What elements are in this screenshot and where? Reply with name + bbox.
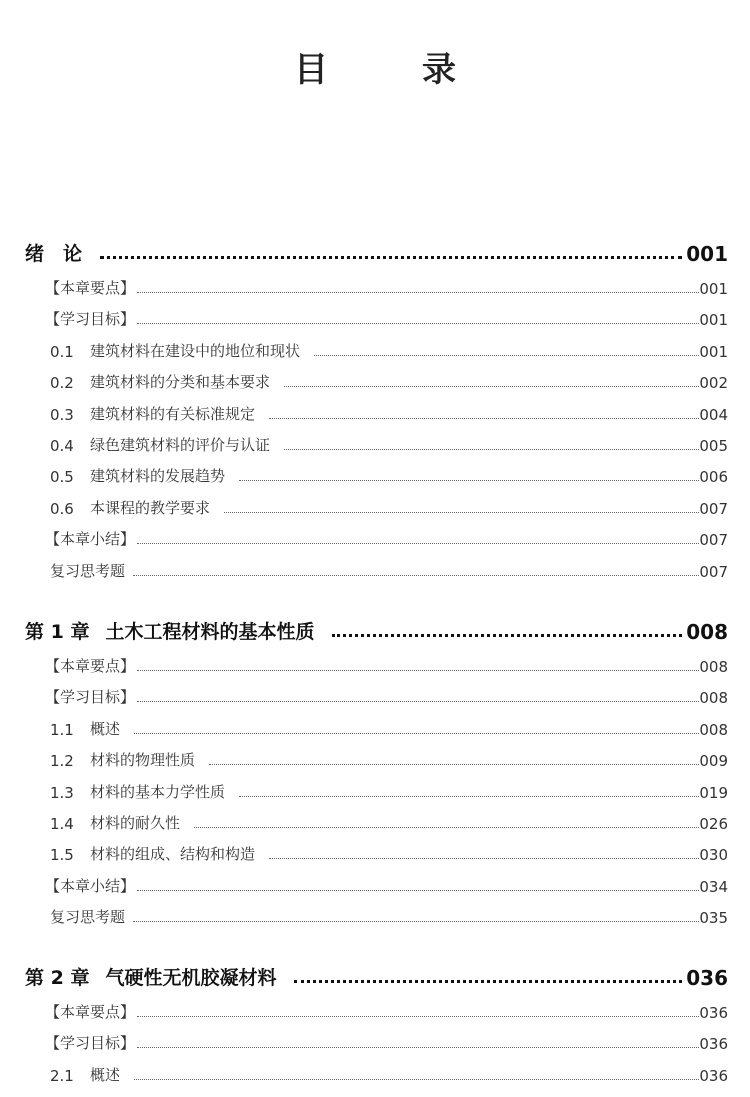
dot-leader [314,355,699,356]
entry-title: 材料的物理性质 [90,751,196,770]
entry-title: 概述 [90,719,121,738]
toc-entry-row[interactable] [0,362,750,392]
entry-label [50,781,225,802]
dot-leader [137,1047,699,1048]
toc-chapter-row[interactable] [0,614,750,644]
toc-entry-row[interactable] [0,677,750,707]
chapter-number: 绪 论 [25,243,83,265]
dot-leader [209,764,699,765]
dot-leader [134,1079,699,1080]
toc-entry-row[interactable] [0,866,750,896]
entry-title: 【本章要点】 [45,657,136,675]
dot-leader [332,634,682,637]
entry-title: 【学习目标】 [45,1034,136,1053]
dot-leader [224,512,699,513]
dot-leader [133,921,699,922]
entry-label [45,528,135,549]
entry-page-number: 005 [699,437,728,455]
entry-title: 【学习目标】 [45,310,136,329]
chapter-label [25,239,82,266]
entry-page-number: 019 [699,783,728,802]
toc-entry-row[interactable] [0,772,750,802]
toc-entry-row[interactable] [0,1023,750,1053]
entry-title: 【本章要点】 [45,279,136,297]
chapter-page-number: 001 [686,242,728,266]
entry-title: 材料的基本力学性质 [90,782,226,801]
entry-label [50,560,125,581]
entry-label [50,371,270,392]
page-title: 目 录 [294,50,486,90]
toc-entry-row[interactable] [0,425,750,455]
section-number: 1.1 [50,720,74,739]
entry-page-number: 007 [699,499,728,518]
entry-label [45,308,135,329]
entry-page-number: 030 [699,846,728,865]
entry-page-number: 006 [699,468,728,487]
entry-title: 概述 [90,1065,121,1084]
entry-label [50,843,255,864]
chapter-label [25,963,276,990]
entry-page-number: 008 [699,720,728,739]
entry-page-number: 036 [699,1035,728,1054]
section-number: 0.1 [50,342,74,361]
section-number: 2.1 [50,1066,74,1085]
toc-entry-row[interactable] [0,740,750,770]
dot-leader [284,449,699,450]
section-number: 0.5 [50,468,74,487]
toc-entry-row[interactable] [0,331,750,361]
toc-chapter-row[interactable] [0,236,750,266]
entry-page-number: 036 [699,1004,728,1022]
dot-leader [137,323,699,324]
entry-page-number: 035 [699,909,728,928]
chapter-page-number: 008 [686,620,728,644]
toc-entry-row[interactable] [0,488,750,518]
entry-page-number: 008 [699,658,728,676]
entry-title: 建筑材料的有关标准规定 [90,404,256,423]
toc-entry-row[interactable] [0,646,750,676]
toc-entry-row[interactable] [0,803,750,833]
dot-leader [137,543,699,544]
dot-leader [133,575,699,576]
entry-title: 【学习目标】 [45,688,136,707]
dot-leader [239,796,699,797]
chapter-label [25,617,314,644]
chapter-title: 气硬性无机胶凝材料 [105,967,277,989]
dot-leader [137,670,699,671]
entry-title: 材料的耐久性 [90,814,181,832]
dot-leader [137,890,699,891]
dot-leader [194,827,699,828]
entry-label [50,497,210,518]
section-number: 0.3 [50,405,74,424]
dot-leader [100,256,682,259]
toc-entry-row[interactable] [0,709,750,739]
entry-title: 复习思考题 [50,561,126,580]
entry-label [45,875,135,896]
entry-page-number: 036 [699,1066,728,1085]
entry-page-number: 004 [699,405,728,424]
entry-title: 【本章小结】 [45,530,136,549]
section-number: 0.2 [50,374,74,393]
toc-entry-row[interactable] [0,456,750,486]
entry-page-number: 007 [699,531,728,550]
dot-leader [137,292,699,293]
entry-label [50,812,180,833]
entry-page-number: 001 [699,311,728,330]
entry-title: 【本章要点】 [45,1003,136,1021]
toc-entry-row[interactable] [0,992,750,1022]
entry-label [50,906,125,927]
toc-entry-row[interactable] [0,897,750,927]
entry-title: 本课程的教学要求 [90,498,211,517]
entry-page-number: 034 [699,877,728,896]
entry-page-number: 008 [699,689,728,708]
dot-leader [294,980,682,983]
toc-entry-row[interactable] [0,1055,750,1085]
entry-label [50,340,300,361]
dot-leader [239,480,699,481]
dot-leader [269,858,699,859]
entry-label [50,718,120,739]
entry-label [45,686,135,707]
entry-title: 绿色建筑材料的评价与认证 [90,436,271,454]
entry-label [50,1064,120,1085]
chapter-number: 第 2 章 [25,967,90,989]
entry-title: 建筑材料的分类和基本要求 [90,373,271,392]
chapter-page-number: 036 [686,966,728,990]
entry-page-number: 007 [699,562,728,581]
entry-label [50,403,255,424]
toc-entry-row[interactable] [0,519,750,549]
toc-chapter-row[interactable] [0,960,750,990]
entry-label [45,277,135,298]
dot-leader [284,386,699,387]
section-number: 1.2 [50,752,74,771]
entry-title: 【本章小结】 [45,876,136,895]
entry-page-number: 026 [699,815,728,833]
entry-title: 建筑材料的发展趋势 [90,467,226,486]
entry-title: 建筑材料在建设中的地位和现状 [90,341,301,360]
entry-label [50,465,225,486]
entry-label [45,1001,135,1022]
entry-title: 复习思考题 [50,908,126,927]
section-number: 1.4 [50,815,74,833]
chapter-title: 土木工程材料的基本性质 [105,621,315,643]
entry-page-number: 001 [699,342,728,361]
toc-entry-row[interactable] [0,834,750,864]
section-number: 1.5 [50,846,74,865]
entry-title: 材料的组成、结构和构造 [90,845,256,864]
toc-entry-row[interactable] [0,394,750,424]
dot-leader [137,701,699,702]
toc-entry-row[interactable] [0,268,750,298]
section-number: 0.4 [50,437,74,455]
entry-label [50,434,270,455]
entry-page-number: 009 [699,752,728,771]
dot-leader [137,1016,699,1017]
dot-leader [269,418,699,419]
chapter-number: 第 1 章 [25,621,90,643]
dot-leader [134,733,699,734]
entry-label [50,749,195,770]
entry-label [45,655,135,676]
entry-page-number: 002 [699,374,728,393]
section-number: 0.6 [50,499,74,518]
section-number: 1.3 [50,783,74,802]
toc-entry-row[interactable] [0,551,750,581]
entry-page-number: 001 [699,280,728,298]
entry-label [45,1032,135,1053]
toc-entry-row[interactable] [0,299,750,329]
